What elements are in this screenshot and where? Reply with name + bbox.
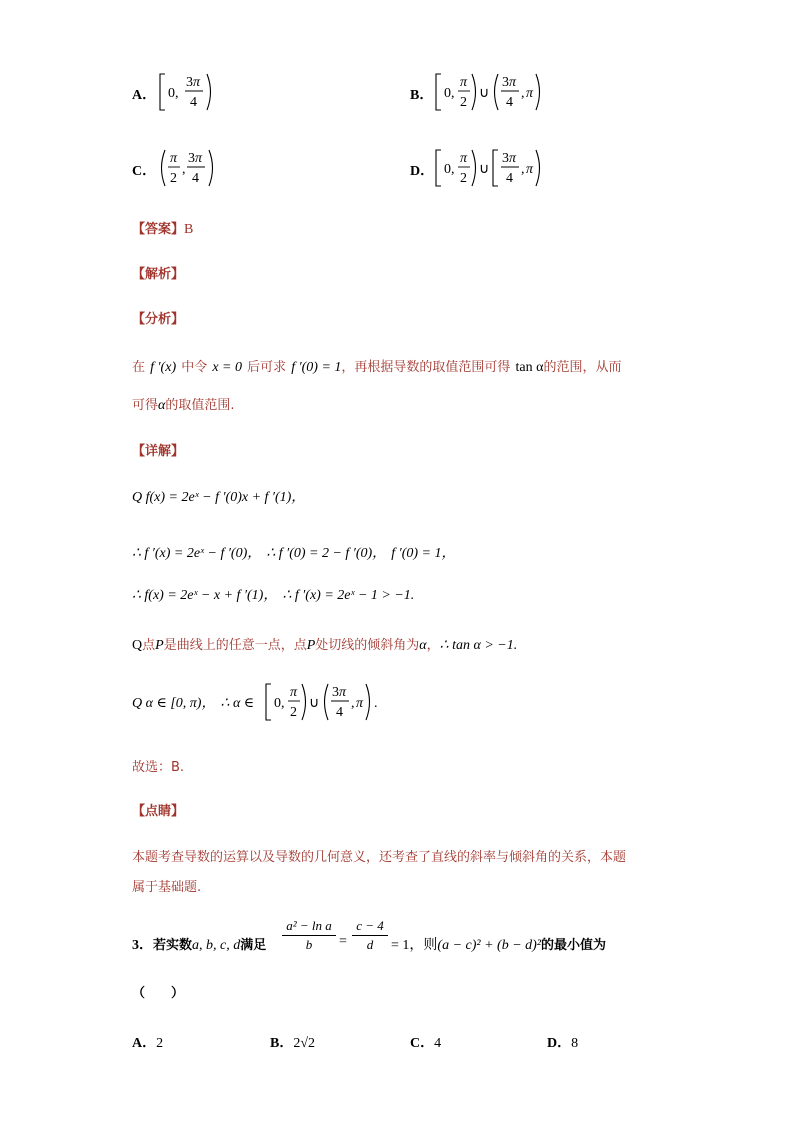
detail-line-1: Q f(x) = 2eˣ − f ′(0)x + f ′(1)， — [132, 490, 306, 505]
dianjing-line-2: 属于基础题. — [132, 880, 202, 895]
answer-line — [132, 218, 193, 238]
detail-interval — [262, 680, 390, 724]
svg-text:π: π — [290, 685, 298, 700]
detail-line-2: ∴ f ′(x) = 2eˣ − f ′(0)， ∴ f ′(0) = 2 − f ′(0)， f ′(0) = 1， — [132, 546, 456, 561]
svg-text:0,: 0, — [168, 86, 179, 101]
q3-stem-start: 3．若实数a, b, c, d满足 — [132, 938, 267, 953]
svg-text:0,: 0, — [274, 696, 285, 711]
analysis-heading: 【解析】 — [132, 267, 185, 282]
option-d-label: D． — [410, 164, 435, 179]
fenxi-line-1: 在 f ′(x) 中令 x = 0 后可求 f ′(0) = 1，再根据导数的取值范围可得 tan α的范围，从而 — [132, 360, 622, 375]
svg-text:3π: 3π — [502, 75, 517, 90]
svg-text:0,: 0, — [444, 86, 455, 101]
svg-text:π: π — [170, 151, 178, 166]
svg-text:3π: 3π — [502, 151, 517, 166]
svg-text:0,: 0, — [444, 162, 455, 177]
svg-text:∪: ∪ — [479, 86, 490, 101]
q3-stem-end: = 1，则(a − c)² + (b − d)²的最小值为 — [391, 938, 607, 953]
option-a-label: A． — [132, 88, 157, 103]
svg-text:2: 2 — [170, 171, 177, 186]
svg-text:2: 2 — [460, 95, 467, 110]
option-b-label: B． — [410, 88, 434, 103]
svg-text:π: π — [460, 75, 468, 90]
svg-text:,: , — [521, 86, 525, 101]
answer-value: B — [184, 222, 194, 237]
svg-text:4: 4 — [506, 95, 513, 110]
svg-text:∪: ∪ — [479, 162, 490, 177]
detail-line-5: Q α ∈ [0, π)， ∴ α ∈ — [132, 696, 255, 711]
fenxi-heading: 【分析】 — [132, 312, 185, 327]
svg-text:3π: 3π — [186, 75, 201, 90]
svg-text:π: π — [526, 86, 534, 101]
q3-option-b[interactable]: B．2√2 — [270, 1036, 316, 1051]
q3-option-a[interactable]: A．2 — [132, 1036, 164, 1051]
q3-equals: = — [339, 934, 347, 949]
detail-line-4: Q点P是曲线上的任意一点，点P处切线的倾斜角为α，∴ tan α > −1. — [132, 638, 518, 653]
conclusion: 故选：B. — [132, 760, 185, 775]
svg-text:4: 4 — [336, 705, 343, 720]
q3-frac1: a² − ln a b — [282, 918, 336, 953]
detail-heading: 【详解】 — [132, 444, 185, 459]
q3-frac2: c − 4 d — [352, 918, 388, 953]
svg-text:π: π — [526, 162, 534, 177]
svg-text:,: , — [182, 162, 186, 177]
svg-text:π: π — [356, 696, 364, 711]
q3-option-d[interactable]: D．8 — [547, 1036, 579, 1051]
q3-option-c[interactable]: C．4 — [410, 1036, 442, 1051]
option-c-label: C． — [132, 164, 157, 179]
svg-text:∪: ∪ — [309, 696, 320, 711]
svg-text:,: , — [351, 696, 355, 711]
q3-paren: （ ） — [132, 986, 185, 1001]
fenxi-line-2: 可得α的取值范围. — [132, 398, 235, 413]
option-d-interval — [432, 146, 550, 190]
svg-text:4: 4 — [190, 95, 197, 110]
svg-text:4: 4 — [192, 171, 199, 186]
answer-heading: 【答案】 — [132, 222, 185, 237]
detail-line-3: ∴ f(x) = 2eˣ − x + f ′(1)， ∴ f ′(x) = 2eˣ − 1 > −1. — [132, 588, 415, 603]
svg-text:.: . — [374, 696, 378, 711]
dianjing-line-1: 本题考查导数的运算以及导数的几何意义，还考查了直线的斜率与倾斜角的关系，本题 — [132, 850, 627, 865]
svg-text:2: 2 — [460, 171, 467, 186]
option-c-interval — [156, 146, 222, 190]
dianjing-heading: 【点睛】 — [132, 804, 185, 819]
svg-text:3π: 3π — [188, 151, 203, 166]
svg-text:π: π — [460, 151, 468, 166]
option-b-interval — [432, 70, 550, 114]
option-a-interval — [156, 70, 218, 114]
svg-text:,: , — [521, 162, 525, 177]
svg-text:2: 2 — [290, 705, 297, 720]
svg-text:4: 4 — [506, 171, 513, 186]
svg-text:3π: 3π — [332, 685, 347, 700]
